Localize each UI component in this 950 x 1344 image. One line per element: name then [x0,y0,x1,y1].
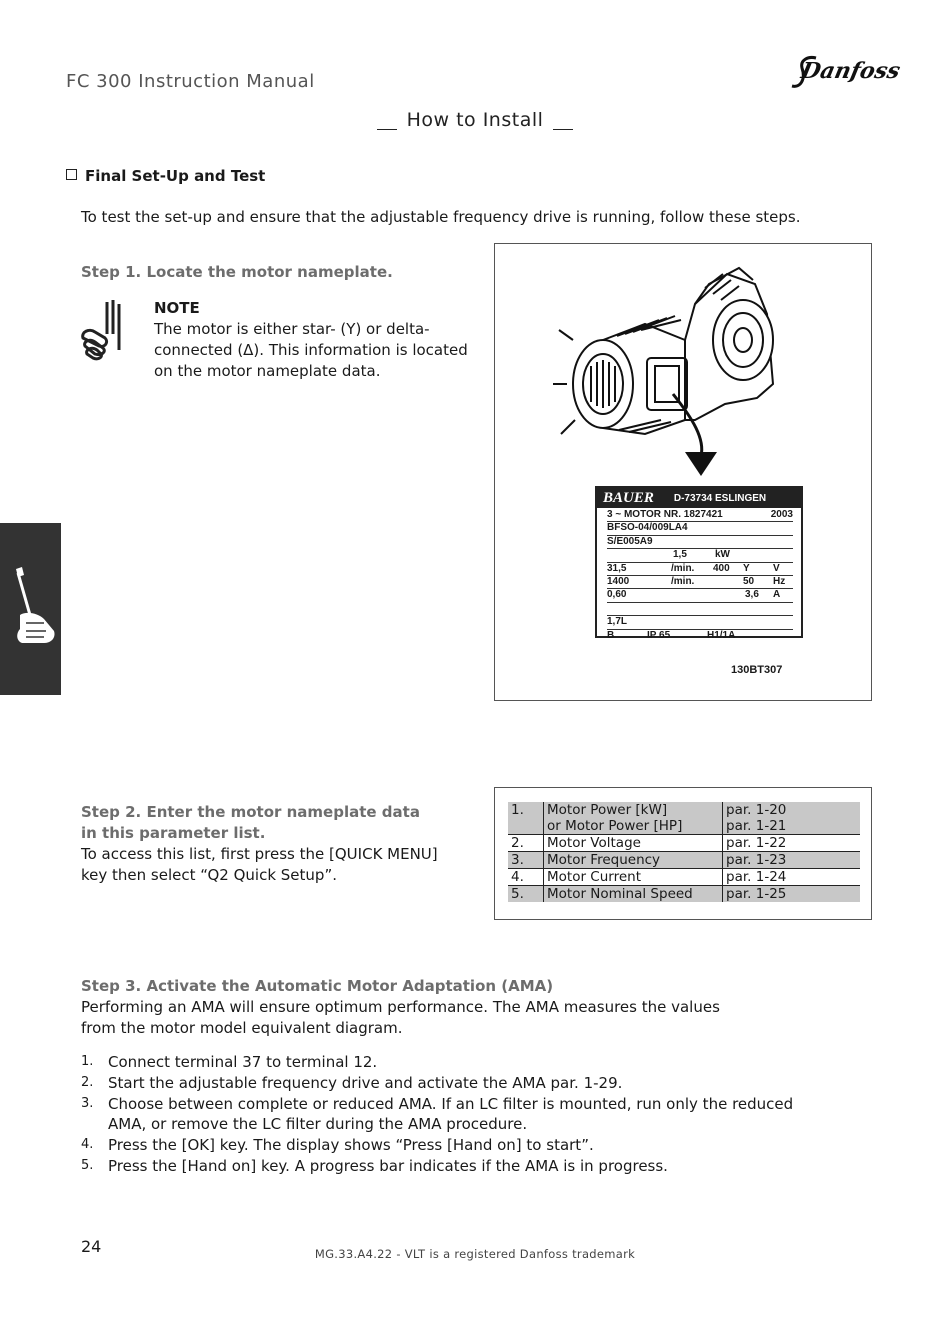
param-name: Motor Voltage [544,835,723,852]
list-text: Connect terminal 37 to terminal 12. [108,1053,378,1071]
motor-nameplate-figure [494,243,872,701]
nameplate-cell: /min. [671,562,695,574]
ama-steps-list [81,1052,801,1177]
subsection-title: Final Set-Up and Test [85,167,266,185]
param-ref: par. 1-25 [723,886,861,903]
footer-text: MG.33.A4.22 - VLT is a registered Danfoss trademark [314,1247,636,1261]
section-title [0,109,950,131]
nameplate-cell: H1/1A [707,629,736,641]
param-name: Motor Power [kW] [544,802,723,818]
param-ref: par. 1-22 [723,835,861,852]
install-hand-tool-icon [0,523,61,695]
nameplate-card [595,486,803,641]
param-name: Motor Nominal Speed [544,886,723,903]
step2-heading: in this parameter list. [81,824,266,842]
param-ref: par. 1-23 [723,852,861,869]
nameplate-cell: Hz [773,576,786,587]
nameplate-power: 1,5 [673,549,687,561]
note-label: NOTE [154,299,200,317]
nameplate-cell: 1400 [607,576,630,587]
param-name: Motor Current [544,869,723,886]
table-row [508,886,860,903]
param-num: 3. [508,852,544,869]
nameplate-cell: 31,5 [607,562,627,574]
section-title-text: How to Install [406,109,544,131]
param-ref: par. 1-21 [723,818,861,835]
nameplate-cell: 400 [713,562,730,574]
step3-heading: Step 3. Activate the Automatic Motor Adaptation (AMA) [81,977,554,995]
list-text: Start the adjustable frequency drive and activate the AMA par. 1-29. [108,1073,623,1092]
table-row [508,869,860,886]
list-number: 5. [81,1157,94,1173]
parameter-list-figure [494,787,872,920]
nameplate-cell: IP 65 [647,629,671,641]
list-text: Press the [Hand on] key. A progress bar indicates if the AMA is in progress. [108,1156,668,1175]
list-number: 2. [81,1074,94,1090]
nameplate-type: BFSO-04/009LA4 [607,522,688,534]
danfoss-logo [786,50,903,96]
nameplate-row [607,630,793,642]
nameplate-body [597,508,801,642]
logo-text: Danfoss [798,58,903,84]
nameplate-cell: /min. [671,576,695,587]
list-item [81,1156,801,1177]
list-item [81,1094,801,1136]
step3-text: Performing an AMA will ensure optimum performance. The AMA measures the values [81,998,720,1016]
nameplate-row [607,549,793,562]
param-num: 1. [508,802,544,818]
note-line: The motor is either star- (Y) or delta- [154,320,430,338]
step2-block [81,802,461,886]
chapter-side-tab [0,523,61,695]
parameter-table [508,802,860,902]
note-line: on the motor nameplate data. [154,362,381,380]
nameplate-cell: Y [743,562,750,574]
nameplate-cell: 3,6 [745,589,759,601]
step2-text: To access this list, first press the [QUICK MENU] [81,845,438,863]
list-number: 3. [81,1095,94,1111]
nameplate-cell: 1,7L [607,616,628,628]
nameplate-header [597,488,801,508]
nameplate-motor-nr: 3 ~ MOTOR NR. 1827421 [607,509,723,520]
param-name: Motor Frequency [544,852,723,869]
param-name: or Motor Power [HP] [544,818,723,835]
step2-text: key then select “Q2 Quick Setup”. [81,866,337,884]
param-num: 2. [508,835,544,852]
param-ref: par. 1-20 [723,802,861,818]
step1-heading: Step 1. Locate the motor nameplate. [81,263,393,281]
nameplate-cell: 0,60 [607,589,627,601]
param-num: 5. [508,886,544,903]
nameplate-row [607,522,793,535]
nameplate-row [607,563,793,576]
list-text: Press the [OK] key. The display shows “Press [Hand on] to start”. [108,1136,594,1155]
subsection-heading [66,167,265,185]
figure-code: 130BT307 [731,664,783,676]
table-row [508,802,860,818]
nameplate-brand: BAUER [603,489,654,506]
list-text: Choose between complete or reduced AMA. If an LC filter is mounted, run only the reduced AMA, or remove the LC filter during the AMA procedure. [108,1094,794,1134]
note-line: connected (Δ). This information is located [154,341,468,359]
manual-title: FC 300 Instruction Manual [66,71,315,92]
intro-text: To test the set-up and ensure that the adjustable frequency drive is running, follow these steps. [81,208,801,226]
nameplate-serial: S/E005A9 [607,535,653,547]
nameplate-cell: 50 [743,576,755,587]
nameplate-row [607,616,793,629]
param-num [508,818,544,835]
nameplate-cell: V [773,562,780,574]
table-row [508,835,860,852]
nameplate-year: 2003 [770,509,793,520]
nameplate-row [607,536,793,549]
step3-text: from the motor model equivalent diagram. [81,1019,403,1037]
nameplate-cell: A [773,589,781,601]
step3-block [81,976,801,1039]
list-number: 4. [81,1137,94,1153]
table-row [508,818,860,835]
nameplate-row [607,576,793,589]
checkbox-square-icon [66,169,77,180]
param-ref: par. 1-24 [723,869,861,886]
step2-heading: Step 2. Enter the motor nameplate data [81,803,420,821]
nameplate-power-unit: kW [715,549,730,561]
list-item [81,1073,801,1094]
nameplate-row [607,603,793,616]
table-row [508,852,860,869]
list-number: 1. [81,1054,94,1069]
list-item [81,1052,801,1073]
nameplate-row [607,509,793,522]
param-num: 4. [508,869,544,886]
nameplate-location: D-73734 ESLINGEN [673,492,767,504]
list-item [81,1135,801,1156]
note-block [154,298,474,382]
nameplate-cell: B [607,629,615,641]
title-dash-left [377,129,397,130]
note-hand-icon [79,298,127,368]
title-dash-right [553,129,573,130]
page-number: 24 [81,1237,102,1256]
nameplate-row [607,589,793,602]
